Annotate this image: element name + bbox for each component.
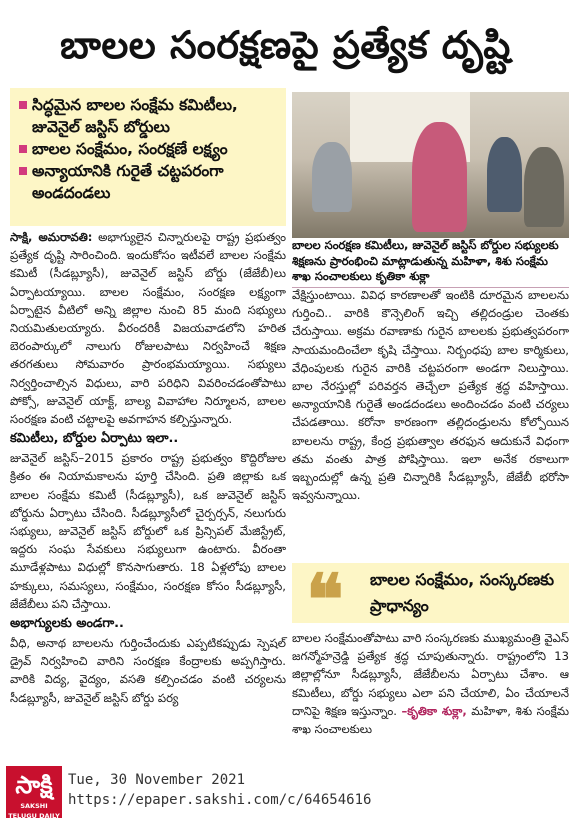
event-photo bbox=[292, 92, 569, 239]
subheading: కమిటీలు, బోర్డుల ఏర్పాటు ఇలా.. bbox=[10, 431, 179, 447]
article-column-right bbox=[292, 286, 569, 504]
headline: బాలల సంరక్షణపై ప్రత్యేక దృష్టి bbox=[60, 23, 511, 67]
highlight-item bbox=[18, 138, 280, 160]
quote-body-column bbox=[292, 629, 569, 738]
square-bullet-icon bbox=[19, 167, 27, 175]
square-bullet-icon bbox=[19, 145, 27, 153]
quote-attribution-role: మహిళా, శిశు సంక్షేమ శాఖ సంచాలకులు bbox=[292, 703, 570, 737]
highlight-item bbox=[18, 160, 280, 204]
logo-subtext: SAKSHI TELUGU DAILY bbox=[8, 802, 60, 820]
edition-date: Tue, 30 November 2021 bbox=[68, 772, 246, 788]
logo-text: సాక్షి bbox=[15, 771, 53, 799]
quote-text: బాలల సంక్షేమంతోపాటు వారి సంస్కరణకు ముఖ్యమంత్రి వైఎస్ జగన్మోహన్రెడ్డి ప్రత్యేక శ్రద్ధ చూపుతున్నారు. రాష్ట్రంలోని 13 జిల్లాల్లోనూ సీడబ్ల్యూసీ, జేజేబీలను ఏర్పాటు చేశాం. ఆ కమిటీలు, బోర్డు సభ్యులు ఎలా పని చేయాలి, ఏం చేయాలనే దానిపై శిక్షణ ఇస్తున్నాం. bbox=[292, 631, 569, 718]
quote-title: బాలల సంక్షేమం, సంస్కరణకు ప్రాధాన్యం bbox=[370, 570, 555, 615]
article-column-left bbox=[10, 228, 286, 707]
article-paragraph: వేక్షిస్తుంటాయి. వివిధ కారణాలతో ఇంటికి దూరమైన బాలలను గుర్తించి.. వారికి కౌన్సెలింగ్ ఇచ్చి తల్లిదండ్రుల చెంతకు చేరుస్తాయి. అక్రమ రవాణాకు గురైన బాలలకు ప్రభుత్వపరంగా సాయమందించేలా కృషి చేస్తాయి. నిర్బంధపు బాల కార్మికులు, వేధింపులకు గురైన వారికి చట్టపరంగా అండగా నిలుస్తాయి. బాల నేరస్తుల్లో పరివర్తన తెచ్చేలా ప్రత్యేక శ్రద్ధ వహిస్తాయి. అన్యాయానికి గురైతే అండదండలు అందించడం వంటి చర్యలు చేపడతాయి. కరోనా కారణంగా తల్లిదండ్రులను కోల్పోయిన బాలలను రాష్ట్ర, కేంద్ర ప్రభుత్వాల తరఫున ఆదుకునే విధంగా తమ వంతు పాత్ర పోషిస్తాయి. ఇలా అనేక రకాలుగా ఇబ్బందుల్లో ఉన్న ప్రతి చిన్నారికి సీడబ్ల్యూసీ, జేజేబీ భరోసా ఇవ్వనున్నాయి. bbox=[292, 288, 569, 503]
highlight-text: అన్యాయానికి గురైతే చట్టపరంగా అండదండలు bbox=[32, 162, 224, 202]
highlight-text: సిద్ధమైన బాలల సంక్షేమ కమిటీలు, జువెనైల్ జస్టిస్ బోర్డులు bbox=[32, 96, 238, 136]
paragraph-text: అభాగ్యులైన చిన్నారులపై రాష్ట్ర ప్రభుత్వం ప్రత్యేక దృష్టి సారించింది. ఇందుకోసం ఇటీవలే బాలల సంక్షేమ కమిటీ (సీడబ్ల్యూసీ), జువెనైల్ జస్టిస్ బోర్డు (జేజేబీ)లు ఏర్పాటయ్యాయి. బాలల సంక్షేమం, సంరక్షణ లక్ష్యంగా ఏర్పాటైన వీటిలో అన్ని జిల్లాల నుంచి 85 మంది సభ్యులు నియమితులయ్యారు. వీరందరికీ విజయవాడలోని హరిత బెరంపార్కులో నాలుగు రోజులపాటు నిర్వహించే శిక్షణ తరగతులు సోమవారం ప్రారంభమయ్యాయి. సభ్యులు నిర్వర్తించాల్సిన విధులు, వారి పరిధిని వివరించడంతోపాటు పోక్సో, జువెనైల్ యాక్ట్, బాల్య వివాహాల నిర్మూలన, బాలల సంరక్షణ వంటి చట్టాలపై అవగాహన కల్పిస్తున్నారు. bbox=[10, 230, 287, 427]
highlights-box bbox=[10, 88, 286, 226]
quote-box bbox=[292, 558, 569, 641]
article-paragraph bbox=[10, 228, 286, 428]
article-paragraph: జువెనైల్ జస్టిస్–2015 ప్రకారం రాష్ట్ర ప్రభుత్వం కొద్దిరోజుల క్రితం ఈ నియామకాలను పూర్తి చేసింది. ప్రతి జిల్లాకు ఒక బాలల సంక్షేమ కమిటీ (సీడబ్ల్యూసీ), ఒక జువెనైల్ జస్టిస్ బోర్డును ఏర్పాటు చేసింది. సీడబ్ల్యూసీలో చైర్పర్సన్, నలుగురు సభ్యులు, జువెనైల్ జస్టిస్ బోర్డులో ఒక ప్రిన్సిపల్ మేజిస్ట్రేట్, ఇద్దరు సంఘ సేవకులు సభ్యులుగా ఉంటారు. వీరంతా మూడేళ్లపాటు విధుల్లో కొనసాగుతారు. 18 ఏళ్లలోపు బాలల హక్కులు, సమస్యలు, సంక్షేమం, సంరక్షణ కోసం సీడబ్ల్యూసీ, జేజేబీలు పని చేస్తాయి. bbox=[10, 451, 286, 611]
article-paragraph: వీధి, అనాథ బాలలను గుర్తించేందుకు ఎప్పటికప్పుడు స్పెషల్ డ్రైవ్ నిర్వహించి వారిని సంరక్షణ కేంద్రాలకు అప్పగిస్తారు. వారికి విద్య, వైద్యం, వసతి కల్పించడం వంటి చర్యలను సీడబ్ల్యూసీ, జువెనైల్ జస్టిస్ బోర్డు పర్య bbox=[10, 636, 286, 705]
sakshi-logo bbox=[6, 766, 62, 818]
footer bbox=[0, 750, 571, 822]
attendee-figure bbox=[524, 147, 564, 227]
highlight-text: బాలల సంక్షేమం, సంరక్షణే లక్ష్యం bbox=[32, 140, 228, 158]
speaker-figure bbox=[412, 122, 467, 232]
subheading: అభాగ్యులకు అండగా.. bbox=[10, 616, 124, 632]
highlight-item bbox=[18, 94, 280, 138]
quote-mark-icon: ❝ bbox=[306, 558, 344, 641]
photo-caption: బాలల సంరక్షణ కమిటీలు, జువెనైల్ జస్టిస్ బోర్డుల సభ్యులకు శిక్షణను ప్రారంభించి మాట్లాడుతున్న మహిళా, శిశు సంక్షేమ శాఖ సంచాలకులు కృతికా శుక్లా bbox=[292, 238, 569, 288]
quote-attribution-name: –కృతికా శుక్లా, bbox=[401, 703, 467, 718]
dateline: సాక్షి, అమరావతి: bbox=[10, 230, 93, 244]
attendee-figure bbox=[487, 137, 522, 212]
quote-body bbox=[292, 629, 569, 738]
epaper-link[interactable]: https://epaper.sakshi.com/c/64654616 bbox=[68, 792, 372, 808]
attendee-figure bbox=[312, 142, 352, 212]
square-bullet-icon bbox=[19, 101, 27, 109]
